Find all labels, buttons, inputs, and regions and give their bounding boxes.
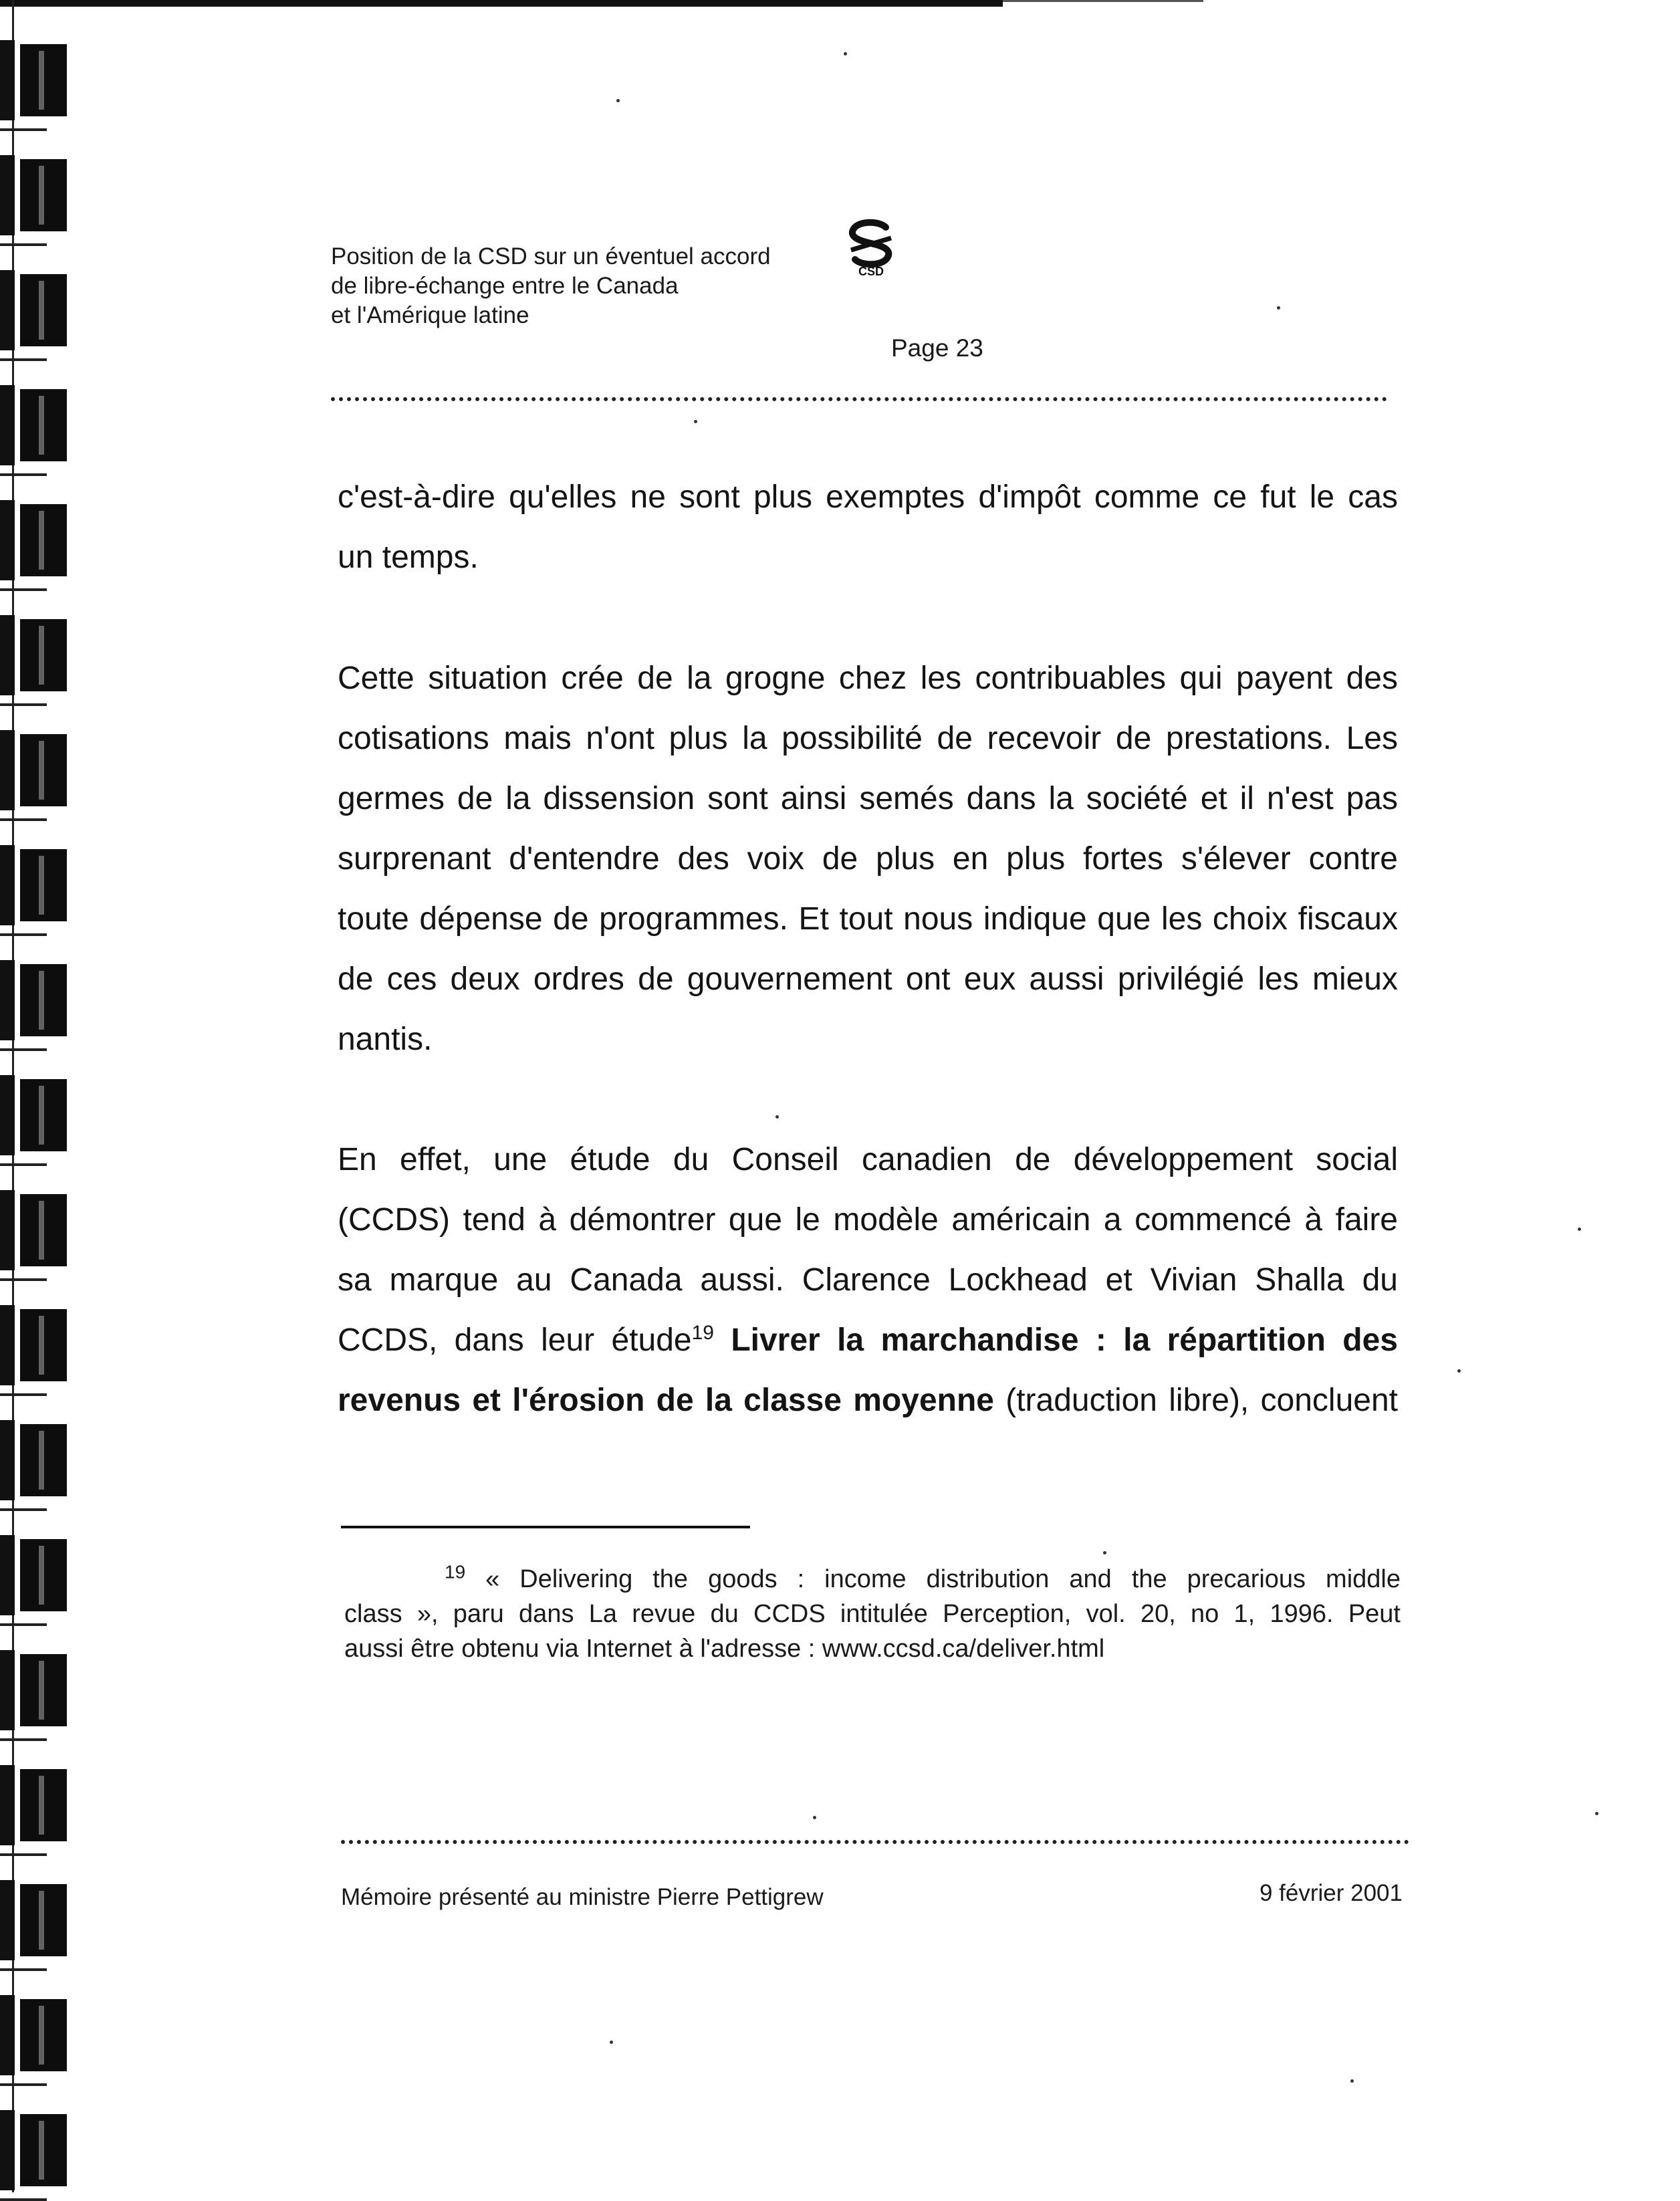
binding-ring <box>0 1190 67 1270</box>
binding-ring <box>0 385 67 465</box>
binding-ring <box>0 845 67 925</box>
scan-speck <box>1350 2079 1354 2083</box>
binding-ring <box>0 1535 67 1615</box>
footnote-reference: 19 <box>691 1322 714 1344</box>
paragraph-line <box>338 1310 1398 1371</box>
paragraph-line: toute dépense de programmes. Et tout nous indique que les choix fiscaux <box>338 901 1398 937</box>
binding-ring <box>0 40 67 120</box>
body-paragraph-2 <box>338 649 1398 1070</box>
footnote-line: aussi être obtenu via Internet à l'adresse : www.ccsd.ca/deliver.html <box>344 1635 1105 1663</box>
binding-ring <box>0 1420 67 1500</box>
paragraph-line: surprenant d'entendre des voix de plus en plus fortes s'élever contre <box>338 841 1398 877</box>
paragraph-line: de ces deux ordres de gouvernement ont eux aussi privilégié les mieux <box>338 961 1398 997</box>
scan-speck <box>1578 1228 1581 1231</box>
scan-speck <box>844 52 847 55</box>
paragraph-line <box>338 1371 1398 1431</box>
binding-ring <box>0 1650 67 1730</box>
text-run: (traduction libre), concluent <box>993 1383 1398 1418</box>
scan-speck <box>775 1115 779 1119</box>
binding-ring <box>0 500 67 580</box>
header-dotted-rule <box>331 397 1387 401</box>
scan-speck <box>1103 1551 1106 1554</box>
paragraph-line: Cette situation crée de la grogne chez les contribuables qui payent des <box>338 661 1398 696</box>
binding-ring <box>0 155 67 235</box>
cited-title-bold: revenus et l'érosion de la classe moyenne <box>338 1383 994 1418</box>
page-number: Page 23 <box>891 334 983 362</box>
binding-ring <box>0 2110 67 2190</box>
header-title-line: Position de la CSD sur un éventuel accord <box>331 243 771 269</box>
paragraph-line: sa marque au Canada aussi. Clarence Lockhead et Vivian Shalla du <box>338 1262 1398 1298</box>
footnote-line <box>344 1562 1401 1597</box>
logo-lettering: CSD <box>858 265 884 278</box>
scan-speck <box>616 99 620 102</box>
header-title-line: et l'Amérique latine <box>331 302 529 328</box>
scan-top-edge <box>0 0 1003 7</box>
scan-speck <box>813 1816 816 1819</box>
binding-ring <box>0 960 67 1040</box>
cited-title-bold: Livrer la marchandise : la répartition des <box>713 1322 1399 1358</box>
footer-dotted-rule <box>341 1840 1409 1844</box>
footnote <box>344 1562 1401 1666</box>
scan-speck <box>610 2041 613 2044</box>
scan-speck <box>1277 306 1280 310</box>
body-paragraph-1 <box>338 467 1398 588</box>
binding-ring <box>0 1880 67 1960</box>
scan-top-edge-thin <box>1003 0 1203 2</box>
paragraph-line: (CCDS) tend à démontrer que le modèle américain a commencé à faire <box>338 1202 1398 1238</box>
binding-ring <box>0 615 67 695</box>
text-run: CCDS, dans leur étude <box>338 1322 692 1358</box>
binding-ring <box>0 270 67 350</box>
footnote-line: class », paru dans La revue du CCDS intitulée Perception, vol. 20, no 1, 1996. Peut <box>344 1600 1401 1628</box>
scan-speck <box>1595 1812 1598 1815</box>
binding-ring <box>0 1995 67 2075</box>
footnote-separator <box>341 1526 750 1528</box>
paragraph-line: c'est-à-dire qu'elles ne sont plus exemptes d'impôt comme ce fut le cas <box>338 479 1398 515</box>
binding-ring <box>0 1765 67 1845</box>
paragraph-line: En effet, une étude du Conseil canadien de développement social <box>338 1142 1398 1177</box>
paragraph-line: cotisations mais n'ont plus la possibilité de recevoir de prestations. Les <box>338 721 1398 756</box>
header-title-line: de libre-échange entre le Canada <box>331 273 679 299</box>
scan-speck <box>1457 1369 1461 1373</box>
scan-speck <box>694 420 697 423</box>
footnote-number: 19 <box>445 1561 466 1583</box>
paragraph-line: germes de la dissension sont ainsi semés dans la société et il n'est pas <box>338 781 1398 816</box>
document-header-title <box>331 242 839 330</box>
paragraph-line: un temps. <box>338 540 479 575</box>
footer-memo-text: Mémoire présenté au ministre Pierre Pettigrew <box>341 1884 824 1910</box>
text-run: « Delivering the goods : income distribution and the precarious middle <box>465 1565 1401 1593</box>
paragraph-line: nantis. <box>338 1022 433 1057</box>
binding-ring <box>0 1305 67 1385</box>
csd-logo-icon <box>839 218 903 278</box>
binding-ring <box>0 730 67 810</box>
body-paragraph-3 <box>338 1130 1398 1431</box>
footer-date: 9 février 2001 <box>1259 1880 1403 1906</box>
spiral-binding <box>0 0 74 2192</box>
binding-ring <box>0 1075 67 1155</box>
